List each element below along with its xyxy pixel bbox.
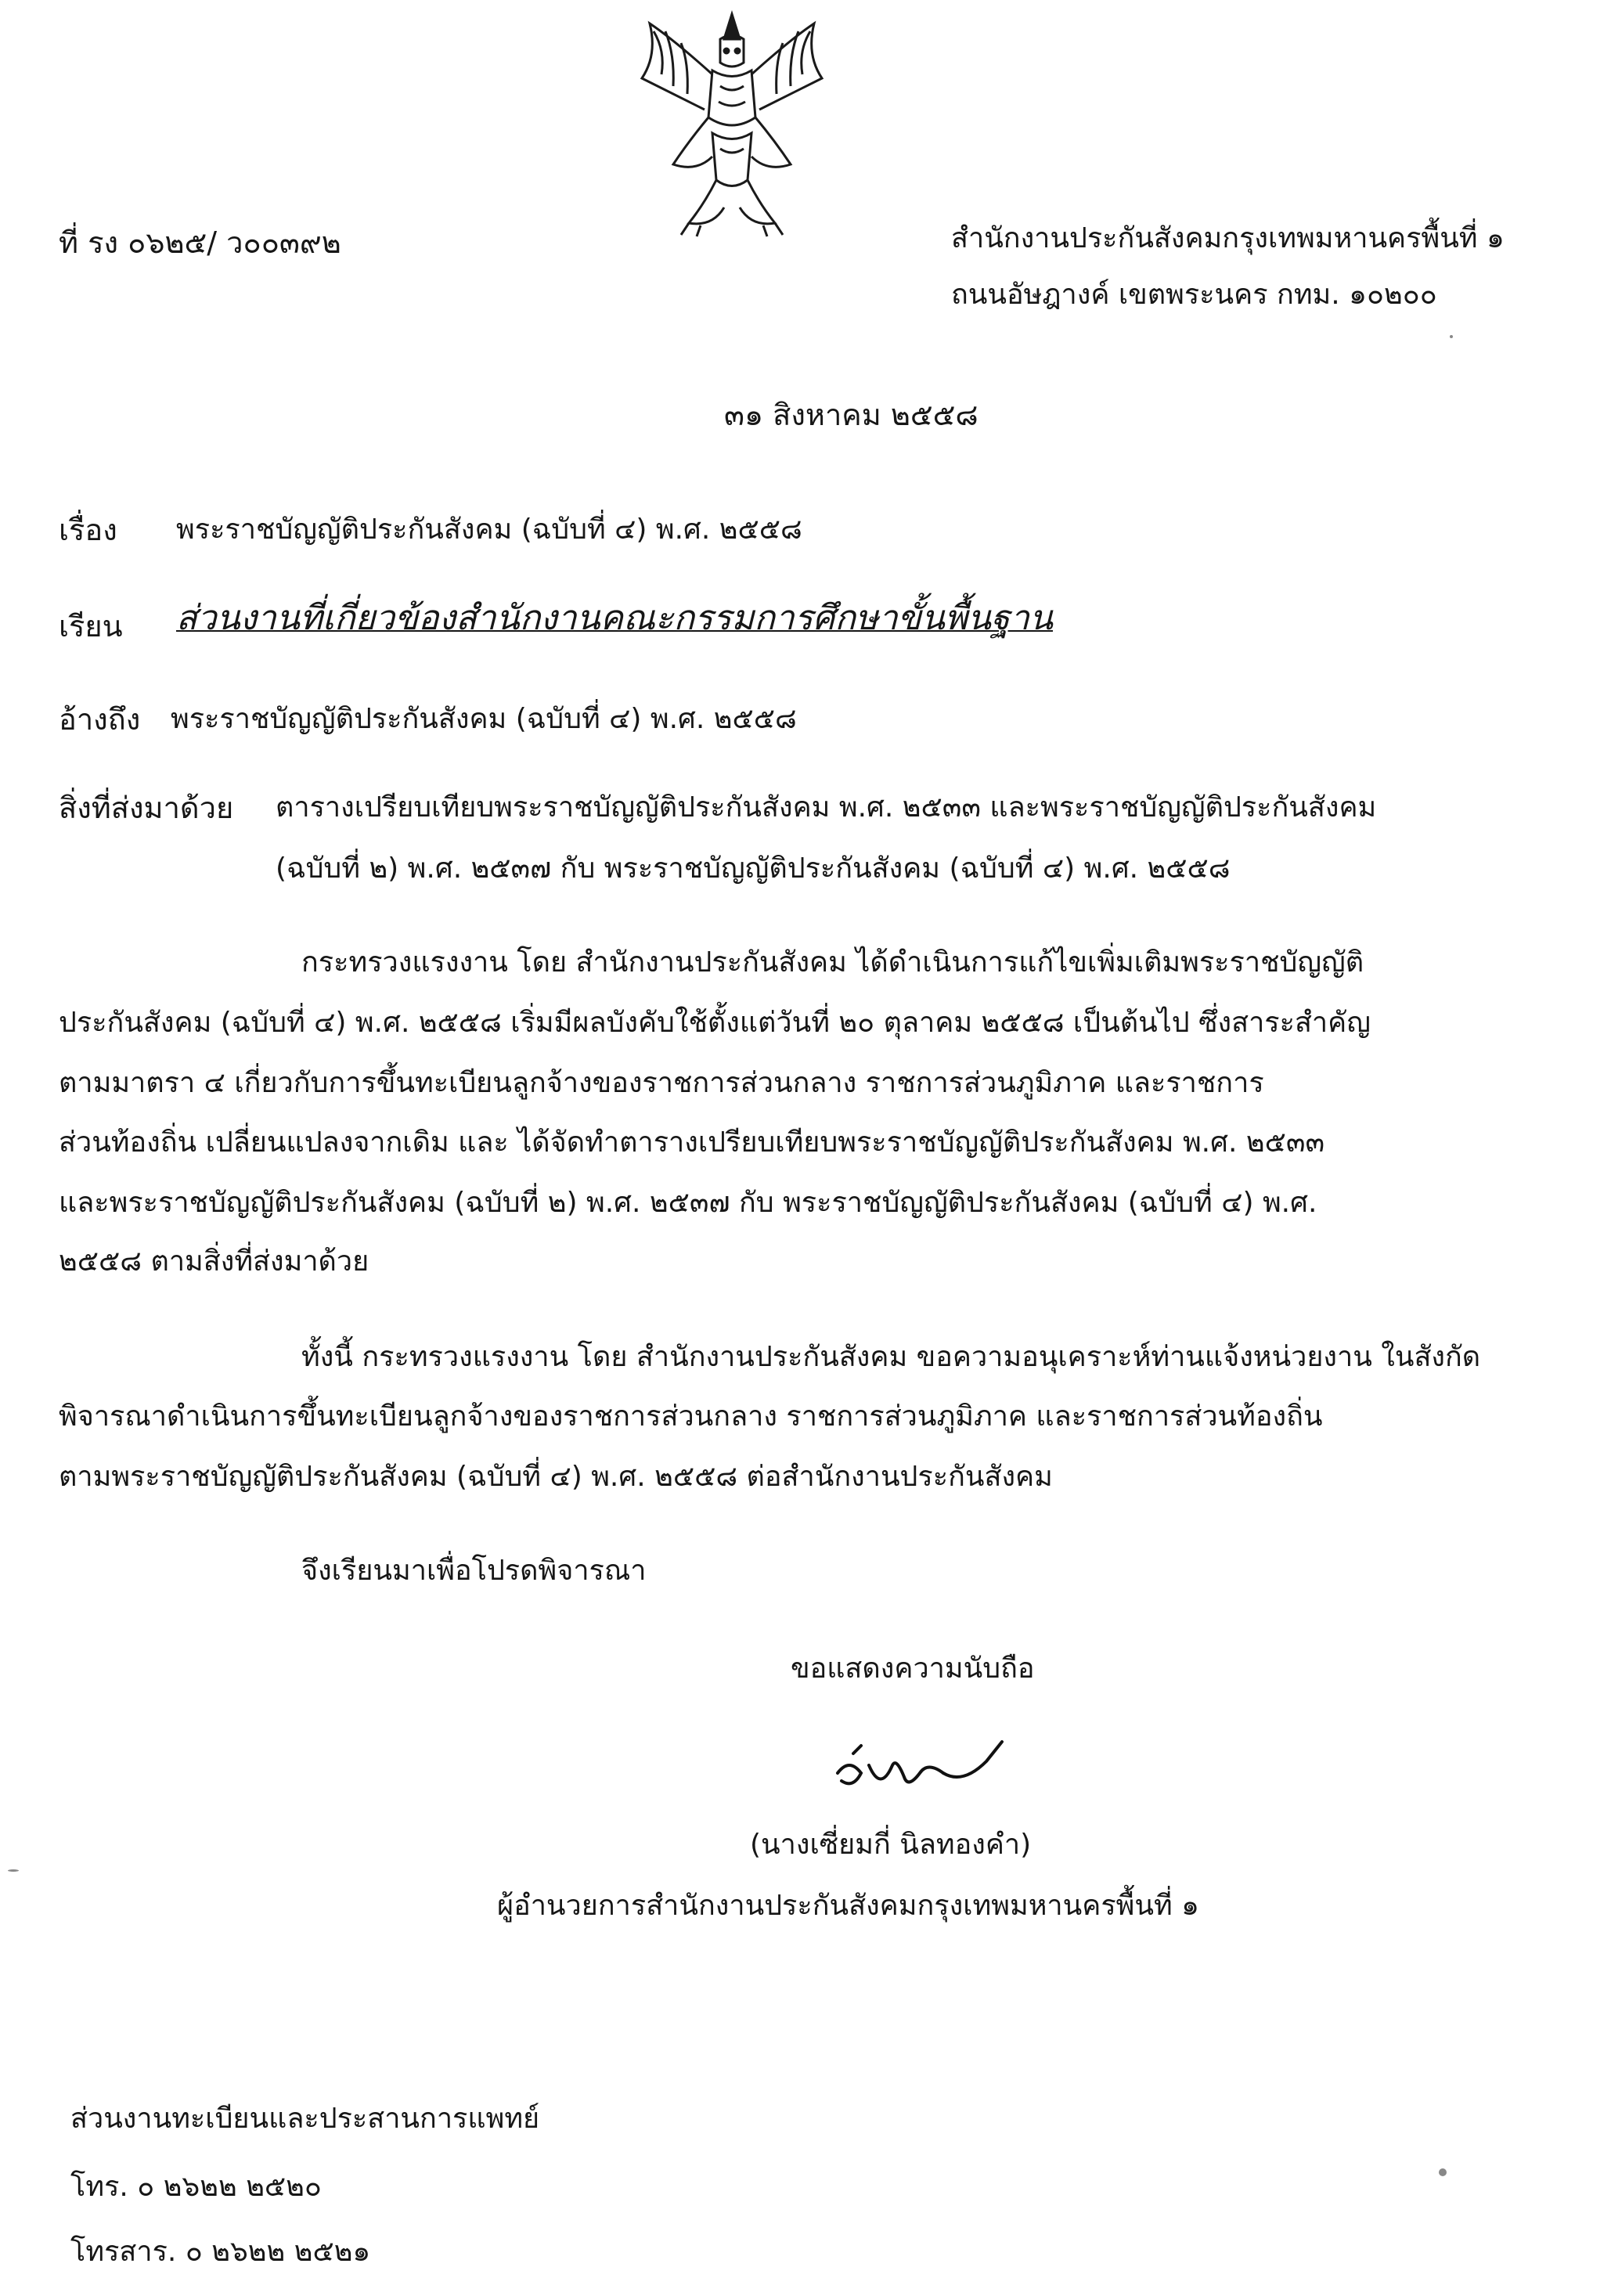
signature [806, 1730, 1041, 1808]
footer-fax: โทรสาร. ๐ ๒๖๒๒ ๒๕๒๑ [70, 2236, 371, 2268]
body-para1-line-5: และพระราชบัญญัติประกันสังคม (ฉบับที่ ๒) พ.ศ. ๒๕๓๗ กับ พระราชบัญญัติประกันสังคม (ฉบับที่ ๔) พ.ศ. [59, 1187, 1317, 1219]
office-name: สำนักงานประกันสังคมกรุงเทพมหานครพื้นที่ ๑ [951, 222, 1505, 254]
closing-line: จึงเรียนมาเพื่อโปรดพิจารณา [301, 1555, 647, 1587]
signatory-title: ผู้อำนวยการสำนักงานประกันสังคมกรุงเทพมหานครพื้นที่ ๑ [497, 1890, 1200, 1922]
body-para1-line-2: ประกันสังคม (ฉบับที่ ๔) พ.ศ. ๒๕๕๘ เริ่มมีผลบังคับใช้ตั้งแต่วันที่ ๒๐ ตุลาคม ๒๕๕๘ เป็นต้นไป ซึ่งสาระสำคัญ [59, 1007, 1371, 1039]
body-para2-line-3: ตามพระราชบัญญัติประกันสังคม (ฉบับที่ ๔) พ.ศ. ๒๕๕๘ ต่อสำนักงานประกันสังคม [59, 1461, 1053, 1493]
footer-phone: โทร. ๐ ๒๖๒๒ ๒๕๒๐ [70, 2171, 322, 2203]
scan-speck [8, 1869, 19, 1872]
reference-number: ที่ รง ๐๖๒๕/ ว๐๐๓๙๒ [59, 225, 341, 260]
reference-label: อ้างถึง [59, 702, 141, 737]
subject-label: เรื่อง [59, 513, 117, 547]
footer-department: ส่วนงานทะเบียนและประสานการแพทย์ [70, 2103, 540, 2135]
regards: ขอแสดงความนับถือ [791, 1653, 1035, 1685]
enclosure-line-1: ตารางเปรียบเทียบพระราชบัญญัติประกันสังคม พ.ศ. ๒๕๓๓ และพระราชบัญญัติประกันสังคม [276, 791, 1377, 824]
reference-value: พระราชบัญญัติประกันสังคม (ฉบับที่ ๔) พ.ศ. ๒๕๕๘ [171, 703, 797, 735]
body-para2-line-1: ทั้งนี้ กระทรวงแรงงาน โดย สำนักงานประกันสังคม ขอความอนุเคราะห์ท่านแจ้งหน่วยงาน ในสังกัด [301, 1341, 1481, 1373]
body-para2-line-2: พิจารณาดำเนินการขึ้นทะเบียนลูกจ้างของราชการส่วนกลาง ราชการส่วนภูมิภาค และราชการส่วนท้องถิ่น [59, 1400, 1323, 1433]
office-address: ถนนอัษฎางค์ เขตพระนคร กทม. ๑๐๒๐๐ [951, 279, 1437, 311]
body-para1-line-1: กระทรวงแรงงาน โดย สำนักงานประกันสังคม ได้ดำเนินการแก้ไขเพิ่มเติมพระราชบัญญัติ [301, 946, 1364, 979]
addressee-label: เรียน [59, 609, 123, 643]
letter-date: ๓๑ สิงหาคม ๒๕๕๘ [724, 398, 978, 432]
body-para1-line-4: ส่วนท้องถิ่น เปลี่ยนแปลงจากเดิม และ ได้จัดทำตารางเปรียบเทียบพระราชบัญญัติประกันสังคม พ.ศ. ๒๕๓๓ [59, 1126, 1325, 1159]
enclosure-line-2: (ฉบับที่ ๒) พ.ศ. ๒๕๓๗ กับ พระราชบัญญัติประกันสังคม (ฉบับที่ ๔) พ.ศ. ๒๕๕๘ [276, 852, 1231, 885]
scan-speck [1450, 335, 1453, 338]
garuda-emblem [626, 8, 838, 239]
signatory-name: (นางเซี่ยมกี่ นิลทองคำ) [750, 1829, 1032, 1861]
scan-speck [1439, 2168, 1447, 2176]
subject-value: พระราชบัญญัติประกันสังคม (ฉบับที่ ๔) พ.ศ. ๒๕๕๘ [176, 514, 802, 546]
body-para1-line-6: ๒๕๕๘ ตามสิ่งที่ส่งมาด้วย [59, 1245, 369, 1278]
addressee-value: ส่วนงานที่เกี่ยวข้องสำนักงานคณะกรรมการศึกษาขั้นพื้นฐาน [176, 598, 1053, 638]
enclosure-label: สิ่งที่ส่งมาด้วย [59, 791, 234, 825]
body-para1-line-3: ตามมาตรา ๔ เกี่ยวกับการขึ้นทะเบียนลูกจ้างของราชการส่วนกลาง ราชการส่วนภูมิภาค และราชการ [59, 1067, 1264, 1099]
